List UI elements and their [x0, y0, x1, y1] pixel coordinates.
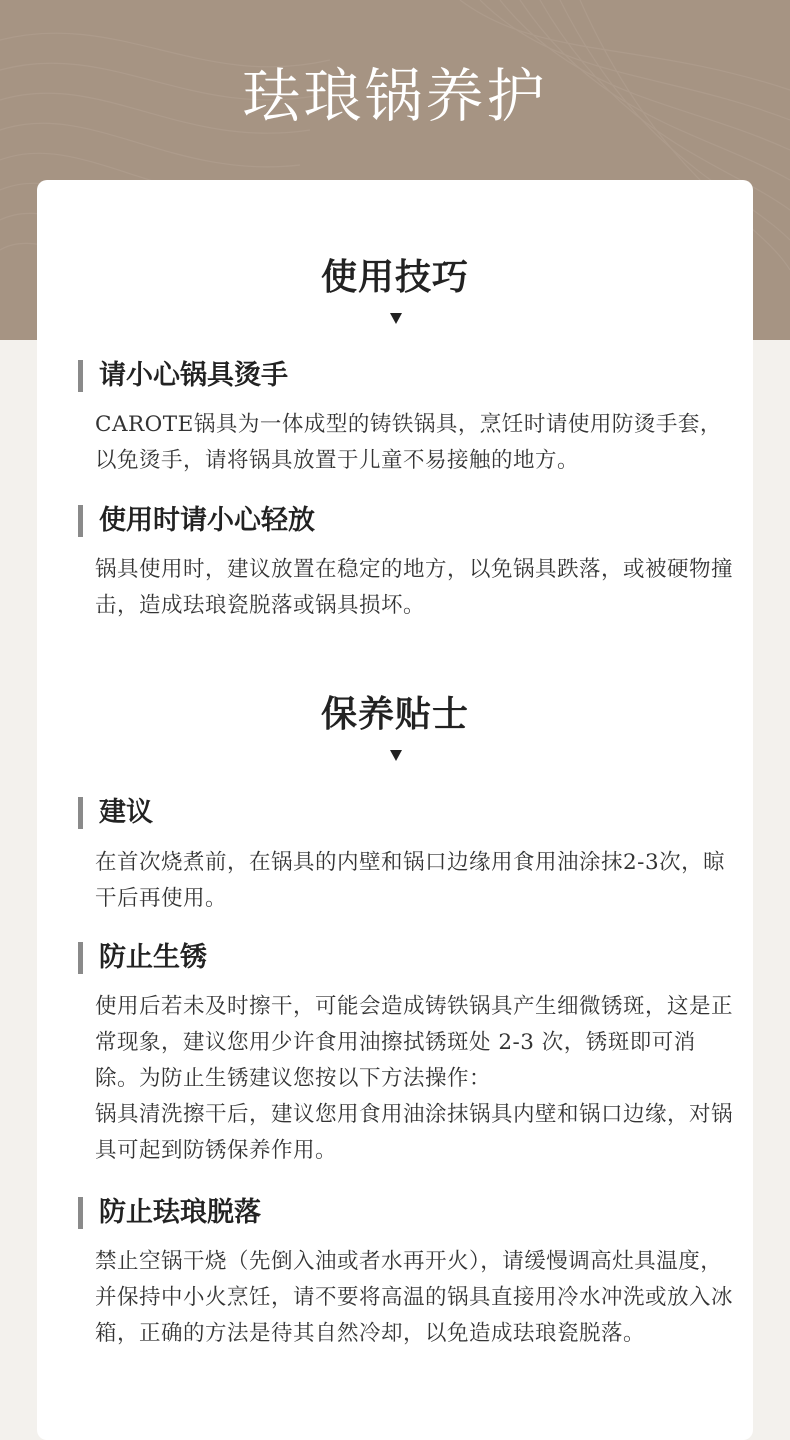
item-body	[95, 407, 735, 479]
item-body	[95, 552, 735, 624]
item-paragraph: 使用后若未及时擦干，可能会造成铸铁锅具产生细微锈斑，这是正常现象，建议您用少许食用油擦拭锈斑处 2-3 次，锈斑即可消除。为防止生锈建议您按以下方法操作：	[95, 994, 734, 1091]
item-paragraph: 锅具清洗擦干后，建议您用食用油涂抹锅具内壁和锅口边缘，对锅具可起到防锈保养作用。	[95, 1102, 734, 1163]
item-heading: 请小心锅具烫手	[78, 360, 288, 392]
item-paragraph: CAROTE锅具为一体成型的铸铁锅具，烹饪时请使用防烫手套，以免烫手，请将锅具放置于儿童不易接触的地方。	[95, 412, 722, 473]
item-heading: 防止生锈	[78, 942, 207, 974]
down-triangle-icon	[390, 750, 402, 761]
item-heading: 防止珐琅脱落	[78, 1197, 261, 1229]
item-paragraph: 禁止空锅干烧（先倒入油或者水再开火），请缓慢调高灶具温度，并保持中小火烹饪，请不要将高温的锅具直接用冷水冲洗或放入冰箱，正确的方法是待其自然冷却，以免造成珐琅瓷脱落。	[95, 1249, 734, 1346]
page-title: 珐琅锅养护	[242, 62, 548, 130]
item-body	[95, 1244, 735, 1352]
section-title-usage-tips: 使用技巧	[320, 256, 469, 298]
item-heading: 建议	[78, 797, 153, 829]
item-body	[95, 989, 735, 1169]
item-paragraph: 在首次烧煮前，在锅具的内壁和锅口边缘用食用油涂抹2-3次，晾干后再使用。	[95, 850, 726, 911]
down-triangle-icon	[390, 313, 402, 324]
item-paragraph: 锅具使用时，建议放置在稳定的地方，以免锅具跌落，或被硬物撞击，造成珐琅瓷脱落或锅具损坏。	[95, 557, 734, 618]
item-body	[95, 845, 735, 917]
item-heading: 使用时请小心轻放	[78, 505, 315, 537]
section-title-care-tips: 保养贴士	[320, 693, 469, 735]
